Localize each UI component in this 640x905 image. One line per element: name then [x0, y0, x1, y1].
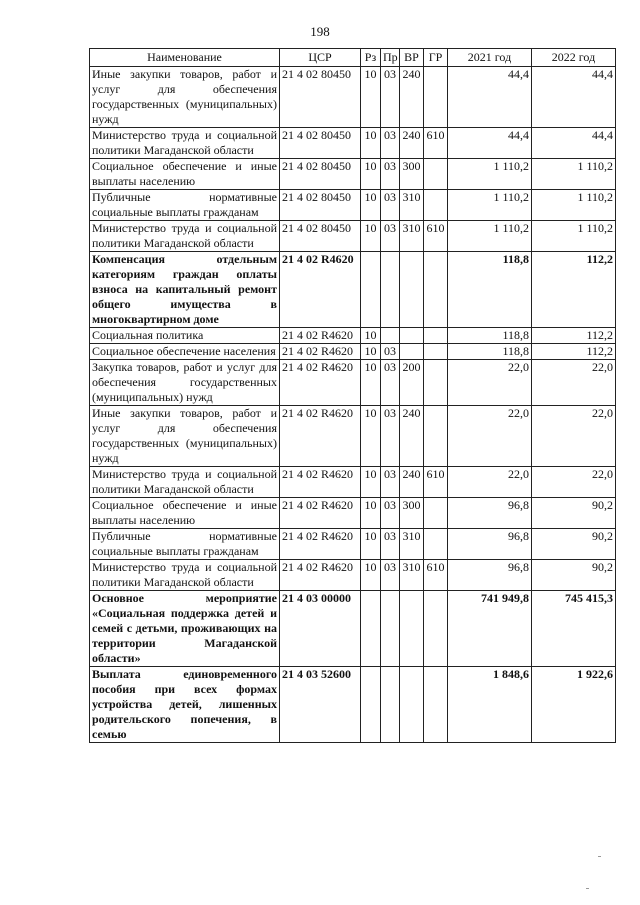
cell-vr: 310: [400, 221, 424, 252]
cell-2022: 1 110,2: [532, 159, 616, 190]
cell-2022: 44,4: [532, 128, 616, 159]
cell-pr: [381, 667, 400, 743]
cell-gr: 610: [424, 560, 448, 591]
cell-2022: 44,4: [532, 67, 616, 128]
table-body: [90, 67, 616, 743]
cell-2021: 118,8: [448, 344, 532, 360]
table-row: [90, 128, 616, 159]
cell-rz: 10: [361, 406, 381, 467]
cell-csr: 21 4 03 00000: [280, 591, 361, 667]
cell-rz: 10: [361, 67, 381, 128]
cell-2022: 112,2: [532, 344, 616, 360]
cell-rz: 10: [361, 328, 381, 344]
cell-name: Социальное обеспечение и иные выплаты населению: [90, 498, 280, 529]
cell-gr: 610: [424, 467, 448, 498]
cell-vr: [400, 328, 424, 344]
cell-name: Социальная политика: [90, 328, 280, 344]
cell-rz: 10: [361, 344, 381, 360]
table-row: [90, 252, 616, 328]
scan-mark: [586, 888, 589, 889]
cell-2021: 741 949,8: [448, 591, 532, 667]
cell-gr: [424, 406, 448, 467]
cell-2022: 22,0: [532, 406, 616, 467]
cell-gr: [424, 252, 448, 328]
cell-name: Закупка товаров, работ и услуг для обеспечения государственных (муниципальных) нужд: [90, 360, 280, 406]
cell-vr: 200: [400, 360, 424, 406]
cell-gr: [424, 344, 448, 360]
cell-2022: 90,2: [532, 560, 616, 591]
cell-2021: 22,0: [448, 406, 532, 467]
cell-pr: 03: [381, 560, 400, 591]
cell-rz: 10: [361, 498, 381, 529]
cell-gr: [424, 529, 448, 560]
cell-name: Министерство труда и социальной политики Магаданской области: [90, 128, 280, 159]
cell-2021: 1 110,2: [448, 159, 532, 190]
cell-2022: 1 922,6: [532, 667, 616, 743]
cell-vr: 300: [400, 498, 424, 529]
cell-pr: [381, 328, 400, 344]
cell-csr: 21 4 02 80450: [280, 221, 361, 252]
cell-rz: [361, 591, 381, 667]
budget-table: [89, 48, 616, 743]
cell-name: Министерство труда и социальной политики Магаданской области: [90, 221, 280, 252]
cell-pr: [381, 591, 400, 667]
cell-gr: [424, 591, 448, 667]
cell-name: Социальное обеспечение населения: [90, 344, 280, 360]
cell-2021: 96,8: [448, 529, 532, 560]
cell-2022: 90,2: [532, 529, 616, 560]
cell-2021: 22,0: [448, 360, 532, 406]
cell-vr: 240: [400, 406, 424, 467]
cell-gr: 610: [424, 128, 448, 159]
header-rz: Рз: [361, 49, 381, 67]
table-header-row: [90, 49, 616, 67]
cell-vr: [400, 252, 424, 328]
cell-rz: [361, 252, 381, 328]
cell-rz: 10: [361, 529, 381, 560]
page-number: 198: [310, 24, 330, 39]
cell-2021: 44,4: [448, 128, 532, 159]
table-row: [90, 591, 616, 667]
table-row: [90, 328, 616, 344]
cell-name: Министерство труда и социальной политики Магаданской области: [90, 560, 280, 591]
cell-rz: 10: [361, 467, 381, 498]
table-row: [90, 560, 616, 591]
header-2022: 2022 год: [532, 49, 616, 67]
cell-vr: 240: [400, 67, 424, 128]
cell-csr: 21 4 02 80450: [280, 159, 361, 190]
cell-2021: 1 110,2: [448, 221, 532, 252]
cell-pr: [381, 252, 400, 328]
header-gr: ГР: [424, 49, 448, 67]
cell-pr: 03: [381, 467, 400, 498]
cell-name: Иные закупки товаров, работ и услуг для обеспечения государственных (муниципальных) нужд: [90, 67, 280, 128]
cell-csr: 21 4 02 R4620: [280, 498, 361, 529]
header-name: Наименование: [90, 49, 280, 67]
cell-name: Компенсация отдельным категориям граждан оплаты взноса на капитальный ремонт общего имущества в многоквартирном доме: [90, 252, 280, 328]
cell-name: Выплата единовременного пособия при всех формах устройства детей, лишенных родительского попечения, в семью: [90, 667, 280, 743]
cell-2021: 1 110,2: [448, 190, 532, 221]
cell-gr: 610: [424, 221, 448, 252]
table-row: [90, 360, 616, 406]
cell-2022: 90,2: [532, 498, 616, 529]
cell-gr: [424, 190, 448, 221]
cell-gr: [424, 159, 448, 190]
cell-2021: 118,8: [448, 252, 532, 328]
table-row: [90, 221, 616, 252]
cell-vr: [400, 667, 424, 743]
scan-mark: [598, 856, 601, 857]
cell-pr: 03: [381, 159, 400, 190]
cell-pr: 03: [381, 360, 400, 406]
cell-2021: 96,8: [448, 560, 532, 591]
cell-pr: 03: [381, 128, 400, 159]
cell-name: Социальное обеспечение и иные выплаты населению: [90, 159, 280, 190]
cell-2022: 1 110,2: [532, 221, 616, 252]
cell-gr: [424, 498, 448, 529]
table-row: [90, 159, 616, 190]
header-vr: ВР: [400, 49, 424, 67]
cell-rz: 10: [361, 360, 381, 406]
cell-name: Основное мероприятие «Социальная поддержка детей и семей с детьми, проживающих на территории Магаданской области»: [90, 591, 280, 667]
cell-vr: [400, 591, 424, 667]
cell-name: Иные закупки товаров, работ и услуг для обеспечения государственных (муниципальных) нужд: [90, 406, 280, 467]
table-row: [90, 667, 616, 743]
cell-csr: 21 4 02 R4620: [280, 344, 361, 360]
cell-name: Министерство труда и социальной политики Магаданской области: [90, 467, 280, 498]
cell-2022: 1 110,2: [532, 190, 616, 221]
cell-vr: 310: [400, 560, 424, 591]
cell-2021: 118,8: [448, 328, 532, 344]
cell-csr: 21 4 02 R4620: [280, 252, 361, 328]
header-pr: Пр: [381, 49, 400, 67]
cell-pr: 03: [381, 221, 400, 252]
cell-gr: [424, 360, 448, 406]
cell-2022: 112,2: [532, 252, 616, 328]
cell-csr: 21 4 02 R4620: [280, 360, 361, 406]
cell-gr: [424, 67, 448, 128]
table-row: [90, 467, 616, 498]
cell-rz: 10: [361, 221, 381, 252]
cell-csr: 21 4 02 80450: [280, 190, 361, 221]
cell-rz: 10: [361, 190, 381, 221]
cell-2021: 96,8: [448, 498, 532, 529]
table-row: [90, 529, 616, 560]
cell-rz: [361, 667, 381, 743]
cell-vr: [400, 344, 424, 360]
cell-vr: 300: [400, 159, 424, 190]
cell-rz: 10: [361, 159, 381, 190]
cell-csr: 21 4 02 R4620: [280, 328, 361, 344]
cell-pr: 03: [381, 498, 400, 529]
cell-gr: [424, 328, 448, 344]
cell-vr: 240: [400, 128, 424, 159]
cell-vr: 240: [400, 467, 424, 498]
cell-pr: 03: [381, 529, 400, 560]
cell-2022: 112,2: [532, 328, 616, 344]
cell-csr: 21 4 02 R4620: [280, 406, 361, 467]
cell-gr: [424, 667, 448, 743]
cell-csr: 21 4 02 R4620: [280, 560, 361, 591]
cell-vr: 310: [400, 529, 424, 560]
cell-csr: 21 4 02 80450: [280, 128, 361, 159]
cell-2021: 1 848,6: [448, 667, 532, 743]
table-row: [90, 406, 616, 467]
cell-pr: 03: [381, 406, 400, 467]
cell-name: Публичные нормативные социальные выплаты гражданам: [90, 190, 280, 221]
table-row: [90, 190, 616, 221]
cell-vr: 310: [400, 190, 424, 221]
cell-csr: 21 4 03 52600: [280, 667, 361, 743]
cell-2021: 22,0: [448, 467, 532, 498]
cell-csr: 21 4 02 R4620: [280, 529, 361, 560]
cell-2021: 44,4: [448, 67, 532, 128]
cell-rz: 10: [361, 128, 381, 159]
cell-name: Публичные нормативные социальные выплаты гражданам: [90, 529, 280, 560]
cell-2022: 22,0: [532, 467, 616, 498]
table-row: [90, 67, 616, 128]
header-2021: 2021 год: [448, 49, 532, 67]
cell-2022: 745 415,3: [532, 591, 616, 667]
cell-pr: 03: [381, 344, 400, 360]
cell-csr: 21 4 02 R4620: [280, 467, 361, 498]
cell-pr: 03: [381, 190, 400, 221]
cell-rz: 10: [361, 560, 381, 591]
table-row: [90, 344, 616, 360]
cell-pr: 03: [381, 67, 400, 128]
cell-2022: 22,0: [532, 360, 616, 406]
header-csr: ЦСР: [280, 49, 361, 67]
table-row: [90, 498, 616, 529]
cell-csr: 21 4 02 80450: [280, 67, 361, 128]
